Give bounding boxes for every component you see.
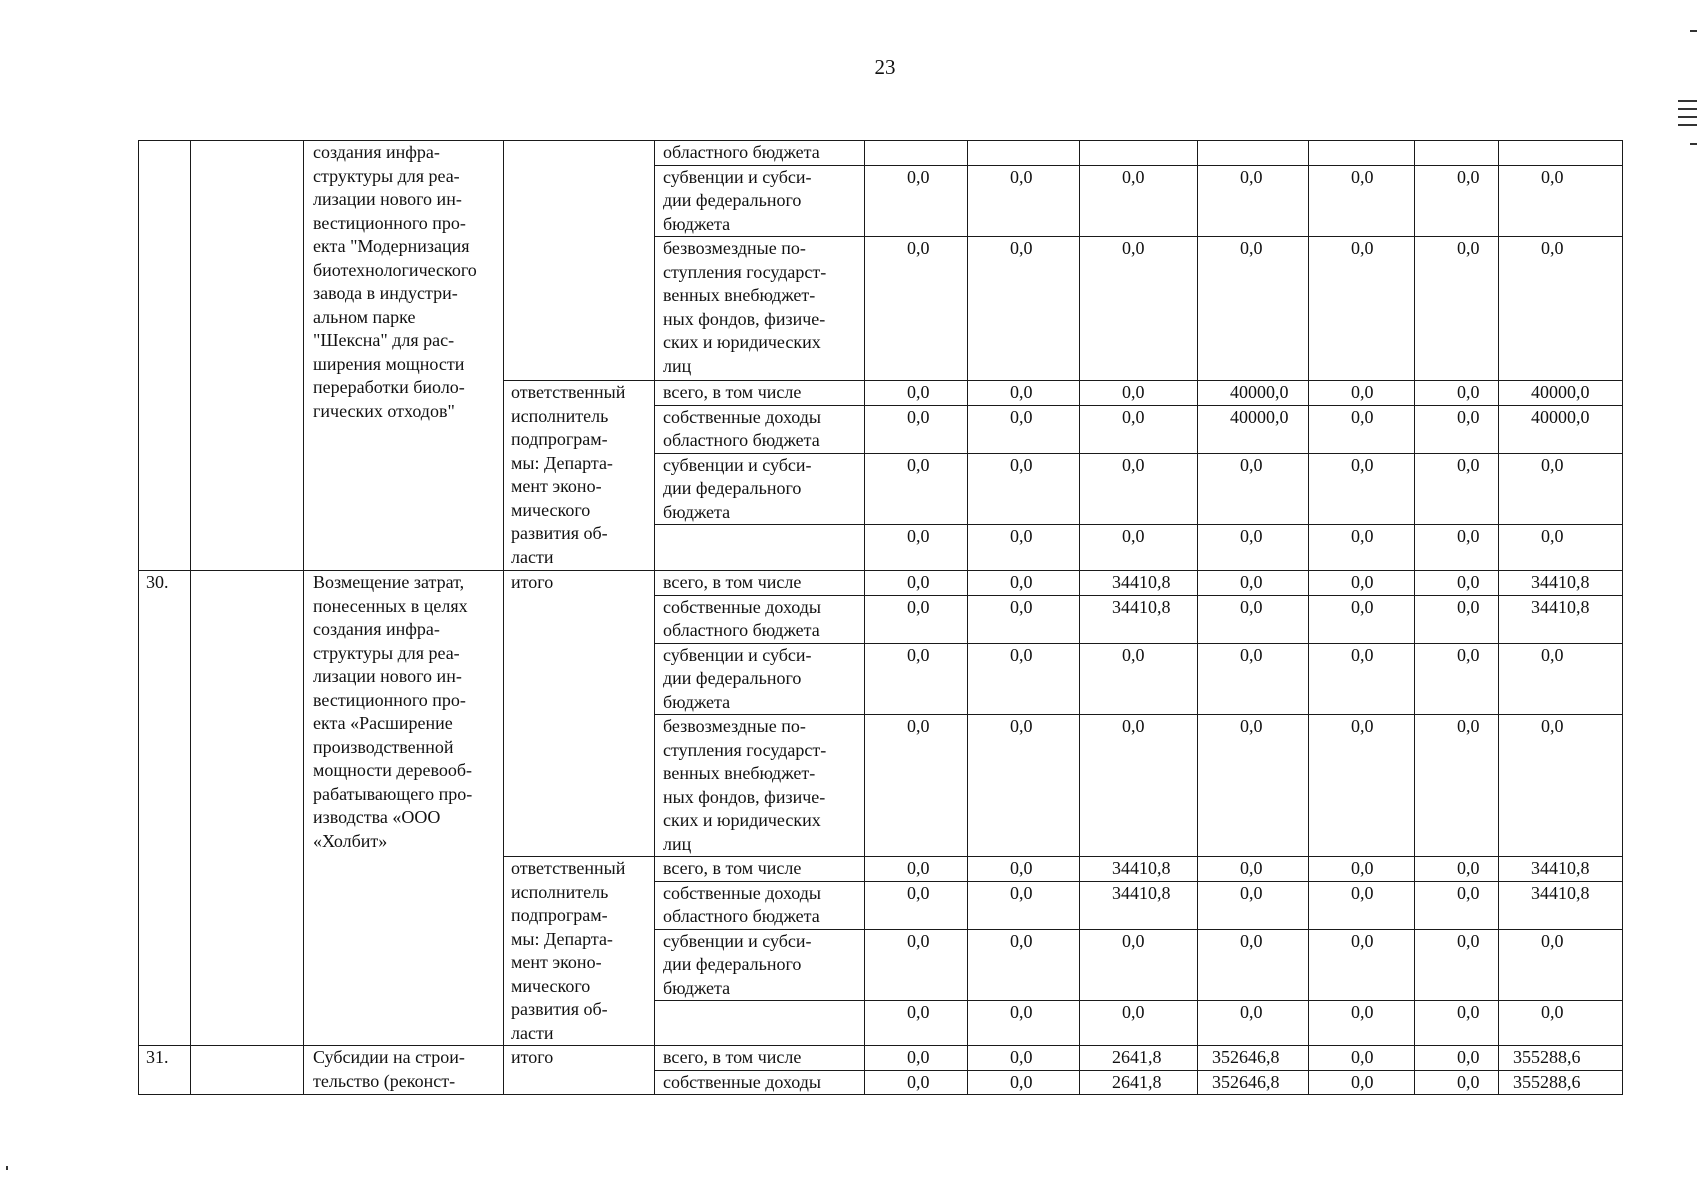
- value-cell: 0,0: [1080, 929, 1198, 1001]
- value-cell: 0,0: [968, 165, 1080, 237]
- value-cell: 0,0: [1080, 1001, 1198, 1046]
- value-cell: 0,0: [1415, 1001, 1499, 1046]
- value-cell: 2641,8: [1080, 1070, 1198, 1095]
- value-cell: 0,0: [1415, 381, 1499, 406]
- funding-source: [655, 525, 865, 571]
- value-cell: 0,0: [1499, 165, 1623, 237]
- value-cell: 0,0: [1499, 525, 1623, 571]
- row-number-cell: 31.: [139, 1046, 191, 1095]
- value-cell: 34410,8: [1499, 571, 1623, 596]
- funding-source: субвенции и субси- дии федерального бюджета: [655, 453, 865, 525]
- value-cell: 0,0: [1080, 643, 1198, 715]
- value-cell: [865, 141, 968, 166]
- funding-source: безвозмездные по- ступления государст- венных внебюджет- ных фондов, физиче- ских и юридических лиц: [655, 715, 865, 857]
- funding-source: собственные доходы: [655, 1070, 865, 1095]
- value-cell: 0,0: [865, 571, 968, 596]
- scan-dot: [6, 1166, 8, 1170]
- value-cell: 0,0: [865, 595, 968, 643]
- value-cell: 0,0: [968, 381, 1080, 406]
- table-row: [139, 141, 1623, 166]
- value-cell: 0,0: [1309, 595, 1415, 643]
- funding-source: собственные доходы областного бюджета: [655, 595, 865, 643]
- value-cell: 0,0: [865, 929, 968, 1001]
- funding-source: субвенции и субси- дии федерального бюджета: [655, 643, 865, 715]
- table-body: [139, 141, 1623, 1095]
- value-cell: 0,0: [968, 525, 1080, 571]
- value-cell: 0,0: [1499, 237, 1623, 381]
- value-cell: 34410,8: [1080, 881, 1198, 929]
- value-cell: 0,0: [865, 881, 968, 929]
- value-cell: 0,0: [1499, 453, 1623, 525]
- value-cell: [1415, 141, 1499, 166]
- funding-source: [655, 1001, 865, 1046]
- value-cell: 0,0: [1499, 643, 1623, 715]
- edge-mark: [1678, 100, 1697, 102]
- value-cell: 0,0: [1309, 643, 1415, 715]
- value-cell: 0,0: [968, 857, 1080, 882]
- measure-description: создания инфра- структуры для реа- лизации нового ин- вестиционного про- екта "Модернизация биотехнологического завода в индустри- альном парке "Шексна" для рас- ширения мощности переработки биоло- гических отходов": [304, 141, 504, 571]
- value-cell: 0,0: [1309, 165, 1415, 237]
- value-cell: 0,0: [1415, 525, 1499, 571]
- value-cell: 0,0: [1309, 857, 1415, 882]
- value-cell: 0,0: [865, 237, 968, 381]
- value-cell: 0,0: [968, 715, 1080, 857]
- value-cell: 0,0: [968, 571, 1080, 596]
- value-cell: 0,0: [968, 595, 1080, 643]
- value-cell: [1080, 141, 1198, 166]
- value-cell: 0,0: [1415, 571, 1499, 596]
- value-cell: 0,0: [1415, 1070, 1499, 1095]
- value-cell: 40000,0: [1499, 405, 1623, 453]
- value-cell: 0,0: [968, 881, 1080, 929]
- value-cell: 0,0: [865, 643, 968, 715]
- measure-description: Возмещение затрат, понесенных в целях создания инфра- структуры для реа- лизации нового ин- вестиционного про- екта «Расширение производственной мощности деревооб- рабатывающего про- изводства «ООО «Холбит»: [304, 571, 504, 1046]
- responsible-cell: ответственный исполнитель подпрограм- мы: Департа- мент эконо- мического развития об- ласти: [504, 857, 655, 1046]
- value-cell: 40000,0: [1198, 381, 1309, 406]
- value-cell: 0,0: [968, 237, 1080, 381]
- value-cell: 0,0: [1499, 1001, 1623, 1046]
- value-cell: [1198, 141, 1309, 166]
- value-cell: 0,0: [1415, 237, 1499, 381]
- code-cell: [191, 571, 304, 1046]
- value-cell: 0,0: [865, 1046, 968, 1071]
- value-cell: 0,0: [1415, 881, 1499, 929]
- budget-table: [138, 140, 1623, 1095]
- page-number: 23: [874, 55, 896, 79]
- value-cell: 0,0: [1080, 165, 1198, 237]
- edge-mark: [1678, 116, 1697, 118]
- responsible-cell: [504, 141, 655, 381]
- value-cell: 0,0: [1309, 715, 1415, 857]
- value-cell: 0,0: [1198, 571, 1309, 596]
- value-cell: [968, 141, 1080, 166]
- value-cell: 34410,8: [1080, 857, 1198, 882]
- row-number-cell: [139, 141, 191, 571]
- value-cell: 0,0: [968, 1070, 1080, 1095]
- value-cell: 34410,8: [1499, 857, 1623, 882]
- value-cell: 0,0: [1198, 643, 1309, 715]
- value-cell: 0,0: [1198, 237, 1309, 381]
- value-cell: 0,0: [1198, 165, 1309, 237]
- table-row: [139, 1046, 1623, 1071]
- code-cell: [191, 141, 304, 571]
- row-number-cell: 30.: [139, 571, 191, 1046]
- responsible-cell: итого: [504, 1046, 655, 1095]
- value-cell: 0,0: [1198, 595, 1309, 643]
- value-cell: 0,0: [1198, 929, 1309, 1001]
- value-cell: 0,0: [1415, 165, 1499, 237]
- value-cell: 0,0: [1415, 857, 1499, 882]
- value-cell: 0,0: [1198, 857, 1309, 882]
- value-cell: 0,0: [1499, 715, 1623, 857]
- value-cell: 0,0: [865, 405, 968, 453]
- value-cell: 0,0: [1198, 1001, 1309, 1046]
- funding-source: собственные доходы областного бюджета: [655, 881, 865, 929]
- value-cell: 0,0: [865, 381, 968, 406]
- value-cell: [1309, 141, 1415, 166]
- value-cell: 0,0: [1309, 453, 1415, 525]
- value-cell: 355288,6: [1499, 1046, 1623, 1071]
- value-cell: 40000,0: [1499, 381, 1623, 406]
- value-cell: 0,0: [1309, 881, 1415, 929]
- value-cell: 0,0: [1309, 525, 1415, 571]
- value-cell: 0,0: [1415, 1046, 1499, 1071]
- edge-mark: [1690, 30, 1697, 32]
- value-cell: 0,0: [1080, 715, 1198, 857]
- value-cell: 0,0: [865, 857, 968, 882]
- value-cell: 0,0: [1198, 525, 1309, 571]
- value-cell: 34410,8: [1080, 595, 1198, 643]
- measure-description: Субсидии на строи- тельство (реконст-: [304, 1046, 504, 1095]
- value-cell: 0,0: [1415, 595, 1499, 643]
- code-cell: [191, 1046, 304, 1095]
- value-cell: [1499, 141, 1623, 166]
- value-cell: 0,0: [1080, 381, 1198, 406]
- value-cell: 0,0: [1080, 453, 1198, 525]
- funding-source: субвенции и субси- дии федерального бюджета: [655, 165, 865, 237]
- value-cell: 0,0: [968, 453, 1080, 525]
- value-cell: 0,0: [968, 929, 1080, 1001]
- responsible-cell: итого: [504, 571, 655, 857]
- value-cell: 0,0: [1198, 715, 1309, 857]
- funding-source: областного бюджета: [655, 141, 865, 166]
- value-cell: 0,0: [1499, 929, 1623, 1001]
- value-cell: 0,0: [865, 1070, 968, 1095]
- value-cell: 0,0: [1080, 237, 1198, 381]
- value-cell: 0,0: [1309, 237, 1415, 381]
- value-cell: 0,0: [968, 405, 1080, 453]
- value-cell: 0,0: [1309, 571, 1415, 596]
- funding-source: всего, в том числе: [655, 1046, 865, 1071]
- value-cell: 0,0: [968, 1001, 1080, 1046]
- funding-source: безвозмездные по- ступления государст- венных внебюджет- ных фондов, физиче- ских и юридических лиц: [655, 237, 865, 381]
- value-cell: 2641,8: [1080, 1046, 1198, 1071]
- edge-mark: [1678, 108, 1697, 110]
- value-cell: 34410,8: [1499, 881, 1623, 929]
- value-cell: 352646,8: [1198, 1070, 1309, 1095]
- value-cell: 0,0: [1309, 381, 1415, 406]
- value-cell: 0,0: [1415, 929, 1499, 1001]
- value-cell: 40000,0: [1198, 405, 1309, 453]
- value-cell: 0,0: [1309, 1070, 1415, 1095]
- funding-source: всего, в том числе: [655, 381, 865, 406]
- value-cell: 0,0: [1198, 453, 1309, 525]
- value-cell: 0,0: [865, 453, 968, 525]
- funding-source: собственные доходы областного бюджета: [655, 405, 865, 453]
- value-cell: 0,0: [865, 525, 968, 571]
- table-row: [139, 571, 1623, 596]
- value-cell: 0,0: [968, 1046, 1080, 1071]
- value-cell: 0,0: [1415, 405, 1499, 453]
- value-cell: 0,0: [865, 1001, 968, 1046]
- value-cell: 0,0: [968, 643, 1080, 715]
- funding-source: всего, в том числе: [655, 571, 865, 596]
- value-cell: 34410,8: [1499, 595, 1623, 643]
- value-cell: 0,0: [1198, 881, 1309, 929]
- value-cell: 352646,8: [1198, 1046, 1309, 1071]
- value-cell: 355288,6: [1499, 1070, 1623, 1095]
- value-cell: 0,0: [1309, 1046, 1415, 1071]
- value-cell: 0,0: [1415, 643, 1499, 715]
- value-cell: 0,0: [1415, 715, 1499, 857]
- value-cell: 0,0: [1309, 929, 1415, 1001]
- edge-mark: [1678, 124, 1697, 126]
- funding-source: субвенции и субси- дии федерального бюджета: [655, 929, 865, 1001]
- value-cell: 0,0: [865, 715, 968, 857]
- funding-source: всего, в том числе: [655, 857, 865, 882]
- value-cell: 0,0: [1309, 405, 1415, 453]
- value-cell: 34410,8: [1080, 571, 1198, 596]
- value-cell: 0,0: [865, 165, 968, 237]
- edge-mark: [1690, 143, 1697, 145]
- value-cell: 0,0: [1080, 405, 1198, 453]
- responsible-cell: ответственный исполнитель подпрограм- мы: Департа- мент эконо- мического развития об- ласти: [504, 381, 655, 571]
- value-cell: 0,0: [1080, 525, 1198, 571]
- value-cell: 0,0: [1309, 1001, 1415, 1046]
- value-cell: 0,0: [1415, 453, 1499, 525]
